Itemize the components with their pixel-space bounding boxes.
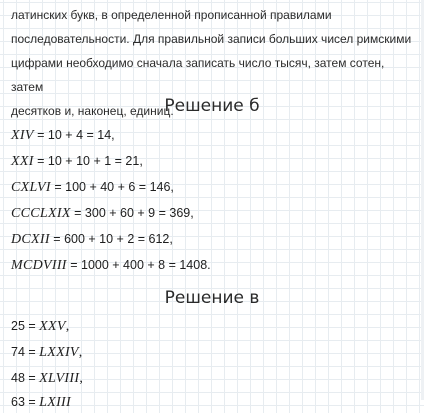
solution-b-line (11, 203, 194, 224)
arabic-expression: = 300 + 60 + 9 = 369, (70, 206, 194, 220)
roman-numeral: XXI (11, 154, 34, 169)
solution-c-line (11, 342, 82, 363)
intro-line: десятков и, наконец, единиц. (11, 104, 174, 118)
solution-b-line (11, 177, 174, 198)
solution-b-heading: Решение б (164, 96, 260, 116)
solution-c-heading: Решение в (164, 288, 260, 308)
solution-c-line (11, 392, 71, 413)
intro-line: цифрами необходимо сначала записать число тысяч, затем сотен, затем (11, 56, 385, 94)
solution-c-line (11, 316, 69, 337)
equals-sign: = (24, 319, 40, 333)
arabic-expression: = 1000 + 400 + 8 = 1408. (66, 258, 211, 272)
roman-numeral: LXXIV (39, 345, 79, 360)
solution-b-line (11, 125, 115, 146)
intro-line: последовательности. Для правильной записи больших чисел римскими (11, 32, 412, 46)
solution-b-line (11, 151, 143, 172)
arabic-number: 48 (11, 371, 25, 385)
solution-b-line (11, 255, 211, 276)
intro-line: латинских букв, в определенной прописанной правилами (11, 8, 332, 22)
roman-numeral: MCDVIII (11, 258, 67, 273)
arabic-number: 63 (11, 395, 25, 409)
line-end: , (78, 345, 83, 360)
arabic-number: 25 (11, 319, 25, 333)
line-end: , (79, 371, 83, 386)
roman-numeral: CCCLXIX (11, 206, 71, 221)
line-end: , (65, 319, 70, 334)
equals-sign: = (24, 395, 40, 409)
roman-numeral: LXIII (39, 395, 71, 410)
arabic-expression: = 10 + 10 + 1 = 21, (33, 154, 143, 168)
roman-numeral: XLVIII (39, 371, 80, 386)
solution-c-line (11, 368, 83, 389)
equals-sign: = (24, 345, 40, 359)
roman-numeral: DCXII (11, 232, 50, 247)
roman-numeral: XIV (11, 128, 34, 143)
arabic-number: 74 (11, 345, 25, 359)
arabic-expression: = 600 + 10 + 2 = 612, (49, 232, 173, 246)
roman-numeral: CXLVI (11, 180, 51, 195)
roman-numeral: XXV (39, 319, 66, 334)
arabic-expression: = 10 + 4 = 14, (33, 128, 115, 142)
arabic-expression: = 100 + 40 + 6 = 146, (50, 180, 174, 194)
solution-b-line (11, 229, 173, 250)
equals-sign: = (24, 371, 40, 385)
